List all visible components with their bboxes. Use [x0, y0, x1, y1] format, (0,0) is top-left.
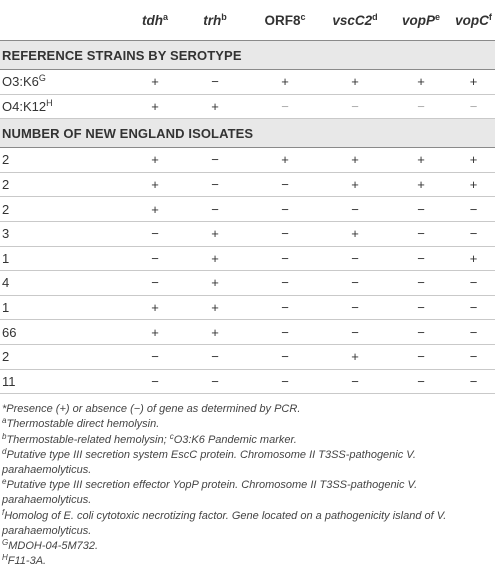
gene-present-cell: +: [130, 70, 180, 95]
row-label: 2: [2, 201, 10, 217]
gene-present-cell: +: [180, 94, 250, 119]
column-header-name: ORF8: [264, 12, 301, 28]
row-label: 1: [2, 250, 10, 266]
row-label-cell: [0, 369, 130, 394]
gene-absent-cell: −: [180, 344, 250, 369]
gene-absent-cell: −: [130, 271, 180, 296]
footnote: [2, 448, 495, 478]
gene-present-cell: +: [130, 172, 180, 197]
row-label-footnote-mark: G: [38, 73, 46, 84]
row-label-cell: [0, 344, 130, 369]
row-label-footnote-mark: H: [46, 97, 53, 108]
row-label-cell: [0, 197, 130, 222]
footnote-mark: e: [2, 477, 7, 487]
footnote: [2, 539, 495, 554]
gene-absent-cell: −: [130, 369, 180, 394]
gene-absent-cell: −: [250, 344, 320, 369]
gene-present-cell: +: [180, 271, 250, 296]
footnote-mark: d: [2, 446, 7, 456]
gene-present-cell: +: [452, 70, 495, 95]
row-label-cell: [0, 221, 130, 246]
gene-absent-cell: −: [250, 172, 320, 197]
gene-present-cell: +: [180, 295, 250, 320]
row-label-cell: [0, 246, 130, 271]
row-label-cell: [0, 70, 130, 95]
gene-present-cell: +: [390, 172, 452, 197]
gene-absent-cell: −: [130, 344, 180, 369]
section-header-row: [0, 119, 495, 148]
row-label: 3: [2, 226, 10, 242]
row-label: 2: [2, 152, 10, 168]
row-label-cell: [0, 172, 130, 197]
gene-absent-cell: −: [180, 70, 250, 95]
gene-present-cell: +: [250, 148, 320, 173]
gene-absent-cell: −: [320, 197, 390, 222]
gene-absent-cell: −: [250, 221, 320, 246]
gene-present-cell: +: [130, 320, 180, 345]
gene-absent-cell: −: [452, 197, 495, 222]
column-header-vopp: [390, 0, 452, 41]
gene-present-cell: +: [180, 221, 250, 246]
row-label-cell: [0, 148, 130, 173]
gene-present-cell: +: [390, 148, 452, 173]
column-header-name: vscC2: [332, 12, 373, 28]
gene-present-cell: +: [452, 172, 495, 197]
row-label: 2: [2, 177, 10, 193]
row-label: 11: [2, 373, 16, 389]
gene-absent-cell: −: [250, 320, 320, 345]
footnote: [2, 478, 495, 508]
gene-absent-cell: −: [320, 295, 390, 320]
gene-absent-cell: −: [452, 271, 495, 296]
table-row: [0, 197, 495, 222]
footnote-text: Thermostable direct hemolysin.: [6, 418, 160, 431]
gene-absent-cell: −: [390, 271, 452, 296]
column-header-name: trh: [203, 12, 222, 28]
gene-absent-cell: −: [250, 94, 320, 119]
column-header-footnote-mark: e: [435, 11, 441, 22]
table-row: [0, 369, 495, 394]
footnote-mark: a: [2, 416, 7, 426]
column-header-tdh: [130, 0, 180, 41]
gene-absent-cell: −: [452, 221, 495, 246]
table-row: [0, 344, 495, 369]
gene-absent-cell: −: [250, 271, 320, 296]
gene-absent-cell: −: [250, 246, 320, 271]
footnote-text: Homolog of E. coli cytotoxic necrotizing factor. Gene located on a pathogenicity island of V. parahaemolyticus.: [2, 509, 447, 537]
footnote: [2, 433, 495, 448]
column-header-name: vopC: [455, 12, 489, 28]
row-label-cell: [0, 271, 130, 296]
gene-absent-cell: −: [250, 369, 320, 394]
column-header-footnote-mark: d: [372, 11, 378, 22]
footnote-text: F11-3A.: [7, 555, 47, 568]
gene-absent-cell: −: [320, 246, 390, 271]
gene-absent-cell: −: [390, 295, 452, 320]
column-header-name: vopP: [401, 12, 435, 28]
gene-absent-cell: −: [452, 295, 495, 320]
gene-present-cell: +: [320, 70, 390, 95]
table-row: [0, 271, 495, 296]
gene-present-cell: +: [320, 221, 390, 246]
row-label: 66: [2, 324, 17, 340]
column-header-footnote-mark: c: [300, 11, 306, 22]
table-footnotes: [0, 394, 495, 569]
footnote-text: *Presence (+) or absence (−) of gene as determined by PCR.: [2, 403, 301, 416]
gene-absent-cell: −: [180, 369, 250, 394]
gene-absent-cell: −: [320, 320, 390, 345]
gene-absent-cell: −: [390, 320, 452, 345]
row-label-cell: [0, 94, 130, 119]
table-row: [0, 94, 495, 119]
row-label: 4: [2, 275, 10, 291]
gene-absent-cell: −: [452, 320, 495, 345]
column-header-trh: [180, 0, 250, 41]
row-label-cell: [0, 320, 130, 345]
footnote-text: Putative type III secretion effector YopP protein. Chromosome II T3SS-pathogenic V. parahaemolyticus.: [2, 479, 418, 507]
gene-absent-cell: −: [250, 295, 320, 320]
gene-absent-cell: −: [390, 197, 452, 222]
column-header-vopc: [452, 0, 495, 41]
gene-present-cell: +: [130, 295, 180, 320]
gene-present-cell: +: [320, 148, 390, 173]
gene-present-cell: +: [390, 70, 452, 95]
gene-absent-cell: −: [390, 369, 452, 394]
column-header-orf8: [250, 0, 320, 41]
gene-absent-cell: −: [452, 344, 495, 369]
table-row: [0, 320, 495, 345]
table-row: [0, 295, 495, 320]
gene-present-cell: +: [130, 94, 180, 119]
row-label: 1: [2, 300, 10, 316]
row-label: O3:K6: [2, 74, 39, 90]
gene-absent-cell: −: [452, 369, 495, 394]
footnote-mark: f: [2, 507, 5, 517]
gene-present-cell: +: [320, 172, 390, 197]
header-empty-cell: [0, 0, 130, 41]
column-header-footnote-mark: b: [221, 11, 227, 22]
column-header-name: tdh: [141, 12, 163, 28]
gene-absent-cell: −: [130, 246, 180, 271]
gene-present-cell: +: [452, 148, 495, 173]
gene-present-cell: +: [180, 320, 250, 345]
column-header-footnote-mark: a: [162, 11, 168, 22]
row-label: O4:K12: [2, 98, 47, 114]
table-row: [0, 221, 495, 246]
section-title: REFERENCE STRAINS BY SEROTYPE: [0, 41, 495, 70]
gene-absent-cell: −: [320, 271, 390, 296]
gene-absent-cell: −: [452, 94, 495, 119]
footnote: [2, 417, 495, 432]
footnote-text: O3:K6 Pandemic marker.: [173, 433, 297, 446]
gene-present-cell: +: [130, 148, 180, 173]
section-title: NUMBER OF NEW ENGLAND ISOLATES: [0, 119, 495, 148]
table-row: [0, 172, 495, 197]
gene-absent-cell: −: [250, 197, 320, 222]
footnote-text: Putative type III secretion system EscC protein. Chromosome II T3SS-pathogenic V. parahaemolyticus.: [2, 448, 416, 476]
section-header-row: [0, 41, 495, 70]
gene-absent-cell: −: [320, 369, 390, 394]
gene-absent-cell: −: [180, 172, 250, 197]
gene-absent-cell: −: [180, 197, 250, 222]
footnote-mark: c: [169, 431, 174, 441]
footnote-mark: H: [2, 553, 8, 563]
row-label: 2: [2, 349, 10, 365]
row-label-cell: [0, 295, 130, 320]
gene-present-cell: +: [452, 246, 495, 271]
gene-present-cell: +: [130, 197, 180, 222]
gene-absent-cell: −: [130, 221, 180, 246]
column-header-footnote-mark: f: [488, 11, 492, 22]
gene-absent-cell: −: [320, 94, 390, 119]
gene-absent-cell: −: [390, 344, 452, 369]
gene-present-cell: +: [250, 70, 320, 95]
footnote-text: MDOH-04-5M732.: [8, 539, 99, 552]
gene-absent-cell: −: [390, 246, 452, 271]
table-row: [0, 246, 495, 271]
gene-present-cell: +: [320, 344, 390, 369]
gene-absent-cell: −: [390, 94, 452, 119]
header-row: [0, 0, 495, 41]
gene-absent-cell: −: [390, 221, 452, 246]
footnote: [2, 554, 495, 569]
footnote-mark: G: [2, 537, 9, 547]
footnote: [2, 402, 495, 417]
table-body: [0, 41, 495, 394]
gene-present-cell: +: [180, 246, 250, 271]
gene-absent-cell: −: [180, 148, 250, 173]
table-row: [0, 70, 495, 95]
footnote: [2, 509, 495, 539]
footnote-text: Thermostable-related hemolysin;: [6, 433, 170, 446]
table-row: [0, 148, 495, 173]
column-header-vscc2: [320, 0, 390, 41]
footnote-mark: b: [2, 431, 7, 441]
